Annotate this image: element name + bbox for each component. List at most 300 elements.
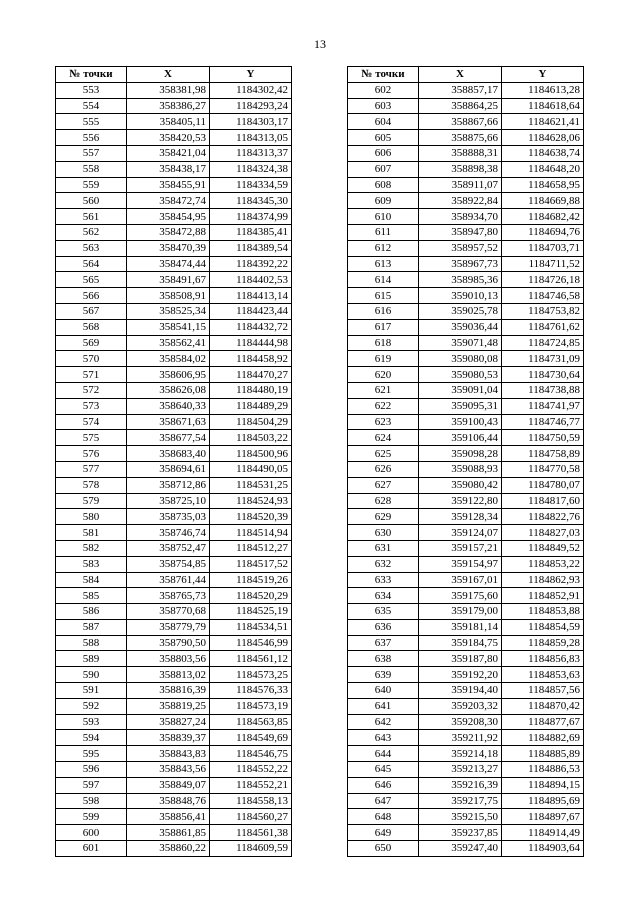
x-cell: 359175,60: [419, 588, 502, 604]
table-row: [348, 446, 584, 462]
table-row: [56, 809, 292, 825]
table-row: [348, 351, 584, 367]
table-row: [56, 177, 292, 193]
point-number-cell: 588: [56, 635, 127, 651]
y-cell: 1184423,44: [210, 303, 292, 319]
x-cell: 358640,33: [127, 398, 210, 414]
x-cell: 358947,80: [419, 224, 502, 240]
y-cell: 1184504,29: [210, 414, 292, 430]
header-x: X: [419, 67, 502, 83]
table-row: [348, 382, 584, 398]
x-cell: 358472,74: [127, 193, 210, 209]
header-point-number: № точки: [56, 67, 127, 83]
table-row: [348, 604, 584, 620]
point-number-cell: 620: [348, 367, 419, 383]
y-cell: 1184503,22: [210, 430, 292, 446]
x-cell: 359194,40: [419, 683, 502, 699]
x-cell: 358839,37: [127, 730, 210, 746]
y-cell: 1184746,58: [502, 288, 584, 304]
table-row: [348, 841, 584, 857]
x-cell: 359208,30: [419, 714, 502, 730]
table-row: [56, 604, 292, 620]
point-number-cell: 562: [56, 224, 127, 240]
point-number-cell: 609: [348, 193, 419, 209]
x-cell: 359214,18: [419, 746, 502, 762]
table-row: [56, 777, 292, 793]
point-number-cell: 577: [56, 461, 127, 477]
table-row: [56, 224, 292, 240]
table-row: [348, 209, 584, 225]
y-cell: 1184374,99: [210, 209, 292, 225]
table-row: [56, 730, 292, 746]
x-cell: 359122,80: [419, 493, 502, 509]
x-cell: 358562,41: [127, 335, 210, 351]
coordinates-table-right: [347, 66, 584, 857]
x-cell: 359091,04: [419, 382, 502, 398]
table-row: [56, 398, 292, 414]
x-cell: 358911,07: [419, 177, 502, 193]
y-cell: 1184549,69: [210, 730, 292, 746]
coordinates-table-left: [55, 66, 292, 857]
x-cell: 359036,44: [419, 319, 502, 335]
point-number-cell: 599: [56, 809, 127, 825]
point-number-cell: 597: [56, 777, 127, 793]
x-cell: 358770,68: [127, 604, 210, 620]
y-cell: 1184470,27: [210, 367, 292, 383]
point-number-cell: 581: [56, 525, 127, 541]
table-header-row: [348, 67, 584, 83]
point-number-cell: 560: [56, 193, 127, 209]
table-row: [348, 335, 584, 351]
point-number-cell: 605: [348, 130, 419, 146]
y-cell: 1184638,74: [502, 145, 584, 161]
table-row: [56, 130, 292, 146]
y-cell: 1184870,42: [502, 698, 584, 714]
x-cell: 358470,39: [127, 240, 210, 256]
point-number-cell: 641: [348, 698, 419, 714]
y-cell: 1184854,59: [502, 619, 584, 635]
x-cell: 359237,85: [419, 825, 502, 841]
x-cell: 359213,27: [419, 762, 502, 778]
table-row: [56, 430, 292, 446]
y-cell: 1184903,64: [502, 841, 584, 857]
y-cell: 1184822,76: [502, 509, 584, 525]
x-cell: 358454,95: [127, 209, 210, 225]
y-cell: 1184613,28: [502, 82, 584, 98]
table-row: [348, 746, 584, 762]
y-cell: 1184746,77: [502, 414, 584, 430]
x-cell: 358491,67: [127, 272, 210, 288]
table-row: [348, 288, 584, 304]
x-cell: 359071,48: [419, 335, 502, 351]
x-cell: 359167,01: [419, 572, 502, 588]
x-cell: 358420,53: [127, 130, 210, 146]
y-cell: 1184738,88: [502, 382, 584, 398]
y-cell: 1184761,62: [502, 319, 584, 335]
y-cell: 1184711,52: [502, 256, 584, 272]
y-cell: 1184520,39: [210, 509, 292, 525]
y-cell: 1184897,67: [502, 809, 584, 825]
header-point-number: № точки: [348, 67, 419, 83]
point-number-cell: 630: [348, 525, 419, 541]
point-number-cell: 586: [56, 604, 127, 620]
table-row: [348, 619, 584, 635]
point-number-cell: 604: [348, 114, 419, 130]
table-row: [56, 793, 292, 809]
x-cell: 358864,25: [419, 98, 502, 114]
y-cell: 1184480,19: [210, 382, 292, 398]
point-number-cell: 603: [348, 98, 419, 114]
table-row: [56, 698, 292, 714]
y-cell: 1184490,05: [210, 461, 292, 477]
y-cell: 1184862,93: [502, 572, 584, 588]
table-row: [348, 556, 584, 572]
y-cell: 1184609,59: [210, 841, 292, 857]
table-row: [56, 209, 292, 225]
y-cell: 1184573,19: [210, 698, 292, 714]
table-row: [348, 477, 584, 493]
point-number-cell: 642: [348, 714, 419, 730]
table-row: [348, 98, 584, 114]
x-cell: 359128,34: [419, 509, 502, 525]
table-row: [56, 145, 292, 161]
table-row: [348, 588, 584, 604]
y-cell: 1184458,92: [210, 351, 292, 367]
y-cell: 1184561,38: [210, 825, 292, 841]
table-row: [56, 351, 292, 367]
x-cell: 358967,73: [419, 256, 502, 272]
y-cell: 1184576,33: [210, 683, 292, 699]
table-row: [348, 777, 584, 793]
table-row: [348, 793, 584, 809]
table-row: [56, 367, 292, 383]
header-y: Y: [210, 67, 292, 83]
point-number-cell: 569: [56, 335, 127, 351]
x-cell: 358386,27: [127, 98, 210, 114]
x-cell: 358405,11: [127, 114, 210, 130]
x-cell: 358856,41: [127, 809, 210, 825]
x-cell: 359215,50: [419, 809, 502, 825]
point-number-cell: 614: [348, 272, 419, 288]
y-cell: 1184703,71: [502, 240, 584, 256]
table-row: [348, 272, 584, 288]
y-cell: 1184853,63: [502, 667, 584, 683]
y-cell: 1184780,07: [502, 477, 584, 493]
table-row: [56, 556, 292, 572]
x-cell: 358857,17: [419, 82, 502, 98]
table-row: [348, 240, 584, 256]
point-number-cell: 648: [348, 809, 419, 825]
table-row: [56, 477, 292, 493]
table-row: [56, 825, 292, 841]
x-cell: 359192,20: [419, 667, 502, 683]
y-cell: 1184413,14: [210, 288, 292, 304]
table-row: [348, 667, 584, 683]
y-cell: 1184546,99: [210, 635, 292, 651]
point-number-cell: 618: [348, 335, 419, 351]
x-cell: 358683,40: [127, 446, 210, 462]
point-number-cell: 589: [56, 651, 127, 667]
y-cell: 1184345,30: [210, 193, 292, 209]
table-row: [56, 509, 292, 525]
x-cell: 358860,22: [127, 841, 210, 857]
y-cell: 1184894,15: [502, 777, 584, 793]
x-cell: 358541,15: [127, 319, 210, 335]
y-cell: 1184519,26: [210, 572, 292, 588]
y-cell: 1184500,96: [210, 446, 292, 462]
point-number-cell: 555: [56, 114, 127, 130]
point-number-cell: 639: [348, 667, 419, 683]
point-number-cell: 576: [56, 446, 127, 462]
point-number-cell: 616: [348, 303, 419, 319]
y-cell: 1184885,89: [502, 746, 584, 762]
x-cell: 358765,73: [127, 588, 210, 604]
x-cell: 358761,44: [127, 572, 210, 588]
point-number-cell: 611: [348, 224, 419, 240]
x-cell: 359203,32: [419, 698, 502, 714]
x-cell: 359095,31: [419, 398, 502, 414]
point-number-cell: 565: [56, 272, 127, 288]
x-cell: 358888,31: [419, 145, 502, 161]
table-row: [348, 177, 584, 193]
point-number-cell: 571: [56, 367, 127, 383]
y-cell: 1184618,64: [502, 98, 584, 114]
x-cell: 358694,61: [127, 461, 210, 477]
x-cell: 359010,13: [419, 288, 502, 304]
y-cell: 1184849,52: [502, 540, 584, 556]
table-row: [348, 493, 584, 509]
y-cell: 1184731,09: [502, 351, 584, 367]
x-cell: 359247,40: [419, 841, 502, 857]
y-cell: 1184525,19: [210, 604, 292, 620]
y-cell: 1184302,42: [210, 82, 292, 98]
point-number-cell: 593: [56, 714, 127, 730]
table-row: [56, 461, 292, 477]
x-cell: 358985,36: [419, 272, 502, 288]
point-number-cell: 617: [348, 319, 419, 335]
point-number-cell: 564: [56, 256, 127, 272]
y-cell: 1184856,83: [502, 651, 584, 667]
table-row: [348, 256, 584, 272]
y-cell: 1184882,69: [502, 730, 584, 746]
y-cell: 1184563,85: [210, 714, 292, 730]
x-cell: 358819,25: [127, 698, 210, 714]
x-cell: 358712,86: [127, 477, 210, 493]
x-cell: 358957,52: [419, 240, 502, 256]
point-number-cell: 632: [348, 556, 419, 572]
x-cell: 359217,75: [419, 793, 502, 809]
table-row: [56, 272, 292, 288]
point-number-cell: 559: [56, 177, 127, 193]
x-cell: 358606,95: [127, 367, 210, 383]
x-cell: 358849,07: [127, 777, 210, 793]
y-cell: 1184560,27: [210, 809, 292, 825]
point-number-cell: 637: [348, 635, 419, 651]
table-row: [56, 82, 292, 98]
point-number-cell: 568: [56, 319, 127, 335]
y-cell: 1184546,75: [210, 746, 292, 762]
y-cell: 1184886,53: [502, 762, 584, 778]
table-row: [56, 714, 292, 730]
table-row: [56, 303, 292, 319]
table-row: [56, 572, 292, 588]
x-cell: 358867,66: [419, 114, 502, 130]
y-cell: 1184389,54: [210, 240, 292, 256]
y-cell: 1184753,82: [502, 303, 584, 319]
point-number-cell: 624: [348, 430, 419, 446]
y-cell: 1184432,72: [210, 319, 292, 335]
point-number-cell: 596: [56, 762, 127, 778]
point-number-cell: 567: [56, 303, 127, 319]
point-number-cell: 640: [348, 683, 419, 699]
table-row: [348, 130, 584, 146]
x-cell: 358875,66: [419, 130, 502, 146]
y-cell: 1184313,05: [210, 130, 292, 146]
x-cell: 358455,91: [127, 177, 210, 193]
point-number-cell: 574: [56, 414, 127, 430]
table-row: [56, 635, 292, 651]
x-cell: 359184,75: [419, 635, 502, 651]
point-number-cell: 584: [56, 572, 127, 588]
table-row: [348, 809, 584, 825]
table-row: [56, 319, 292, 335]
point-number-cell: 575: [56, 430, 127, 446]
y-cell: 1184558,13: [210, 793, 292, 809]
point-number-cell: 578: [56, 477, 127, 493]
x-cell: 358752,47: [127, 540, 210, 556]
point-number-cell: 570: [56, 351, 127, 367]
y-cell: 1184534,51: [210, 619, 292, 635]
x-cell: 358934,70: [419, 209, 502, 225]
y-cell: 1184573,25: [210, 667, 292, 683]
table-row: [56, 525, 292, 541]
point-number-cell: 622: [348, 398, 419, 414]
x-cell: 358677,54: [127, 430, 210, 446]
table-row: [348, 540, 584, 556]
x-cell: 358474,44: [127, 256, 210, 272]
y-cell: 1184669,88: [502, 193, 584, 209]
point-number-cell: 556: [56, 130, 127, 146]
table-row: [348, 714, 584, 730]
x-cell: 359211,92: [419, 730, 502, 746]
table-row: [56, 240, 292, 256]
x-cell: 358626,08: [127, 382, 210, 398]
point-number-cell: 592: [56, 698, 127, 714]
x-cell: 358438,17: [127, 161, 210, 177]
table-row: [56, 588, 292, 604]
y-cell: 1184621,41: [502, 114, 584, 130]
point-number-cell: 623: [348, 414, 419, 430]
y-cell: 1184313,37: [210, 145, 292, 161]
point-number-cell: 638: [348, 651, 419, 667]
x-cell: 359025,78: [419, 303, 502, 319]
point-number-cell: 625: [348, 446, 419, 462]
y-cell: 1184853,22: [502, 556, 584, 572]
x-cell: 358816,39: [127, 683, 210, 699]
y-cell: 1184512,27: [210, 540, 292, 556]
table-row: [348, 762, 584, 778]
point-number-cell: 572: [56, 382, 127, 398]
table-row: [348, 683, 584, 699]
table-row: [56, 841, 292, 857]
table-row: [348, 82, 584, 98]
y-cell: 1184552,22: [210, 762, 292, 778]
y-cell: 1184392,22: [210, 256, 292, 272]
x-cell: 359100,43: [419, 414, 502, 430]
table-row: [56, 335, 292, 351]
point-number-cell: 621: [348, 382, 419, 398]
y-cell: 1184520,29: [210, 588, 292, 604]
table-row: [348, 161, 584, 177]
y-cell: 1184730,64: [502, 367, 584, 383]
y-cell: 1184293,24: [210, 98, 292, 114]
y-cell: 1184895,69: [502, 793, 584, 809]
x-cell: 358813,02: [127, 667, 210, 683]
point-number-cell: 628: [348, 493, 419, 509]
y-cell: 1184648,20: [502, 161, 584, 177]
x-cell: 359106,44: [419, 430, 502, 446]
table-row: [348, 572, 584, 588]
point-number-cell: 650: [348, 841, 419, 857]
point-number-cell: 615: [348, 288, 419, 304]
point-number-cell: 607: [348, 161, 419, 177]
point-number-cell: 631: [348, 540, 419, 556]
y-cell: 1184402,53: [210, 272, 292, 288]
table-row: [348, 114, 584, 130]
table-row: [56, 762, 292, 778]
point-number-cell: 600: [56, 825, 127, 841]
table-row: [56, 414, 292, 430]
y-cell: 1184531,25: [210, 477, 292, 493]
table-row: [56, 746, 292, 762]
table-header-row: [56, 67, 292, 83]
y-cell: 1184385,41: [210, 224, 292, 240]
point-number-cell: 582: [56, 540, 127, 556]
x-cell: 359216,39: [419, 777, 502, 793]
x-cell: 358508,91: [127, 288, 210, 304]
y-cell: 1184741,97: [502, 398, 584, 414]
point-number-cell: 643: [348, 730, 419, 746]
y-cell: 1184658,95: [502, 177, 584, 193]
point-number-cell: 647: [348, 793, 419, 809]
point-number-cell: 563: [56, 240, 127, 256]
point-number-cell: 594: [56, 730, 127, 746]
x-cell: 358827,24: [127, 714, 210, 730]
table-row: [348, 414, 584, 430]
point-number-cell: 590: [56, 667, 127, 683]
page-number: 13: [314, 37, 326, 51]
table-row: [56, 446, 292, 462]
point-number-cell: 595: [56, 746, 127, 762]
y-cell: 1184877,67: [502, 714, 584, 730]
table-row: [348, 224, 584, 240]
table-row: [348, 430, 584, 446]
y-cell: 1184303,17: [210, 114, 292, 130]
table-row: [348, 461, 584, 477]
table-row: [56, 382, 292, 398]
point-number-cell: 601: [56, 841, 127, 857]
table-row: [348, 319, 584, 335]
x-cell: 359179,00: [419, 604, 502, 620]
x-cell: 358779,79: [127, 619, 210, 635]
point-number-cell: 629: [348, 509, 419, 525]
x-cell: 358848,76: [127, 793, 210, 809]
x-cell: 359080,42: [419, 477, 502, 493]
table-row: [348, 825, 584, 841]
x-cell: 358843,83: [127, 746, 210, 762]
table-row: [348, 635, 584, 651]
table-row: [56, 161, 292, 177]
